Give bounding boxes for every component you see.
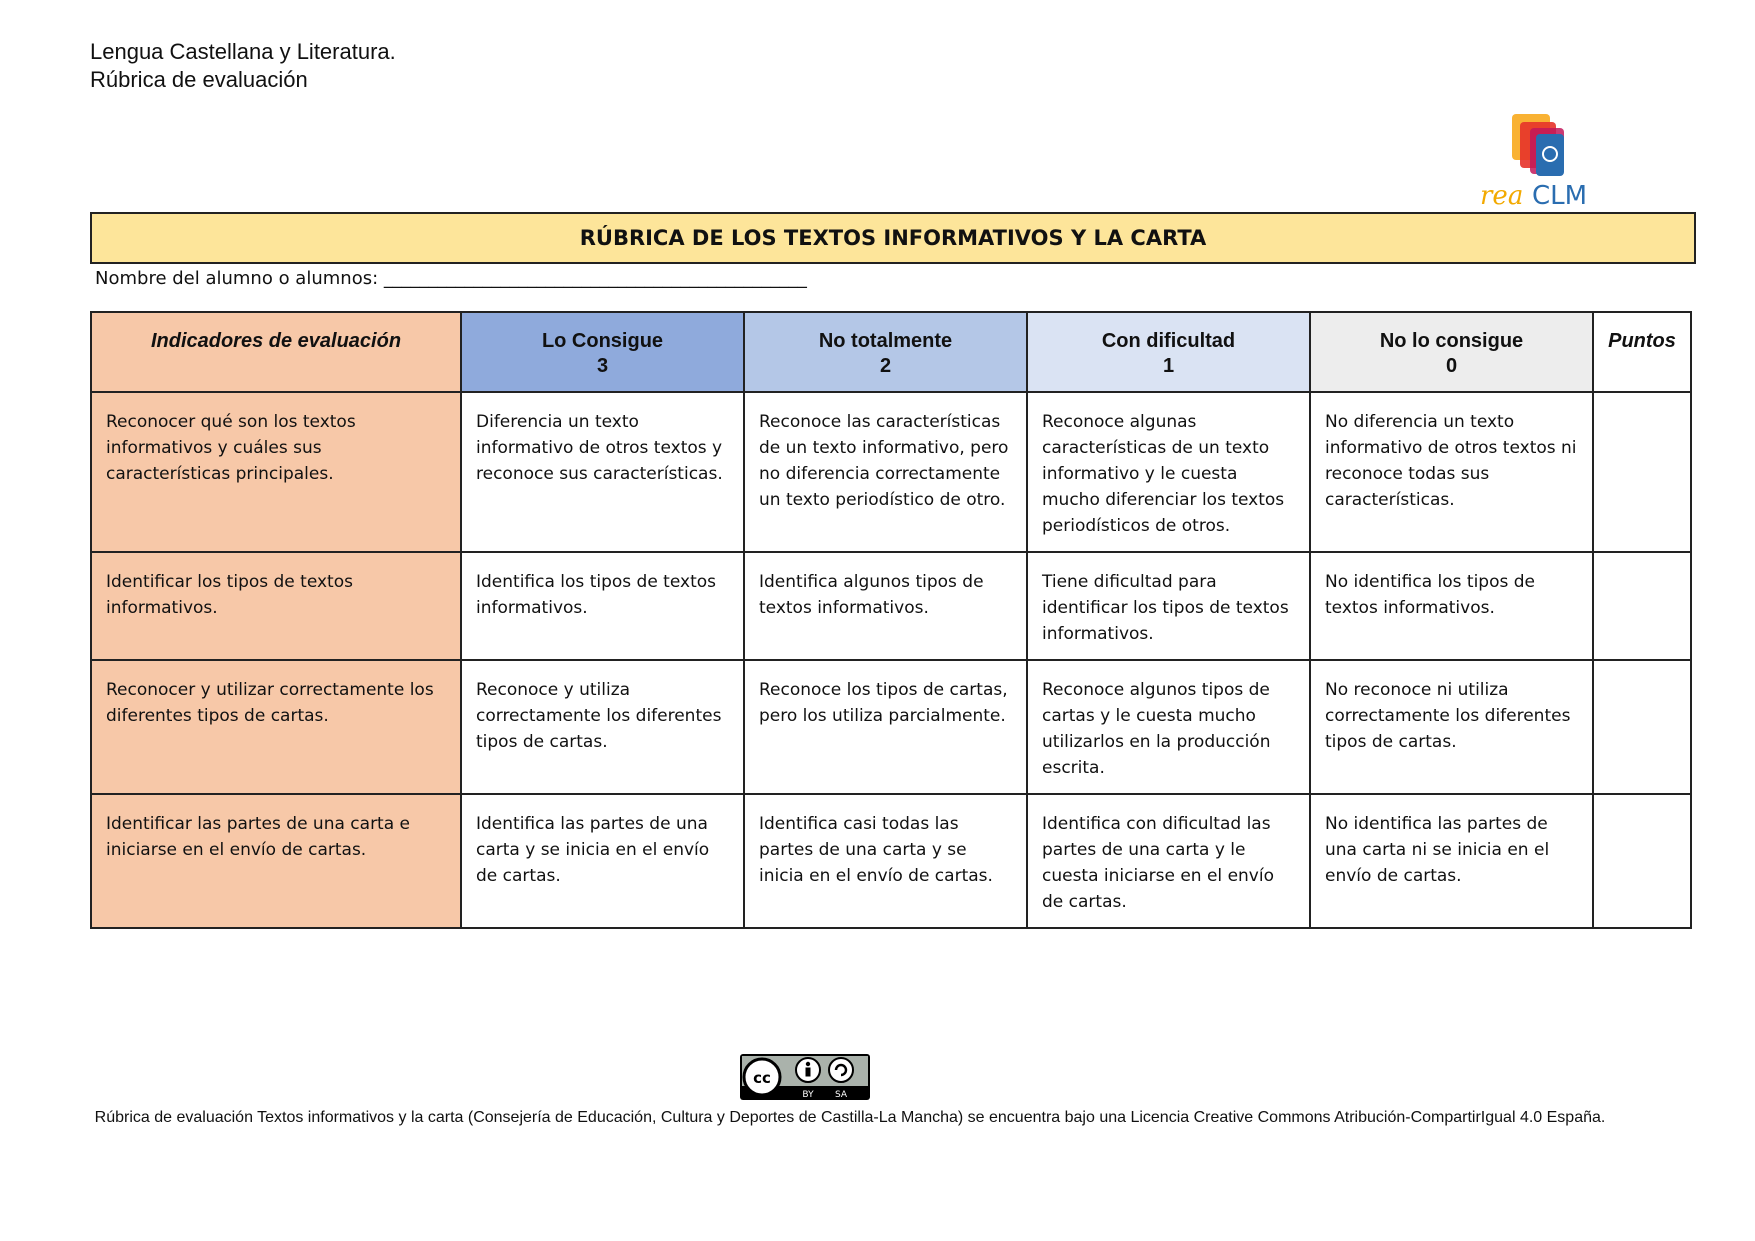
indicator-cell: Identificar los tipos de textos informativos. <box>91 552 461 660</box>
logo-text-rea: rea <box>1480 181 1524 211</box>
subject-title: Lengua Castellana y Literatura. <box>90 39 396 64</box>
points-cell[interactable] <box>1593 552 1691 660</box>
level-1-cell: Reconoce algunas características de un texto informativo y le cuesta mucho diferenciar los textos periodísticos de otros. <box>1027 392 1310 552</box>
header-puntos: Puntos <box>1593 312 1691 392</box>
points-cell[interactable] <box>1593 392 1691 552</box>
indicator-cell: Reconocer y utilizar correctamente los diferentes tipos de cartas. <box>91 660 461 794</box>
level-0-cell: No identifica las partes de una carta ni se inicia en el envío de cartas. <box>1310 794 1593 928</box>
table-row <box>91 552 1691 660</box>
header-con-dificultad: Con dificultad 1 <box>1027 312 1310 392</box>
table-row <box>91 392 1691 552</box>
table-row <box>91 660 1691 794</box>
document-subtitle: Rúbrica de evaluación <box>90 67 308 92</box>
by-label: BY <box>802 1090 814 1100</box>
level-1-cell: Tiene dificultad para identificar los tipos de textos informativos. <box>1027 552 1310 660</box>
license-footer: Rúbrica de evaluación Textos informativos y la carta (Consejería de Educación, Cultura y Deportes de Castilla-La Mancha) se encuentra bajo una Licencia Creative Commons Atribución-CompartirIgual 4.0 España. <box>94 1109 1606 1126</box>
level-2-cell: Identifica algunos tipos de textos informativos. <box>744 552 1027 660</box>
level-3-cell: Identifica las partes de una carta y se inicia en el envío de cartas. <box>461 794 744 928</box>
level-0-cell: No reconoce ni utiliza correctamente los diferentes tipos de cartas. <box>1310 660 1593 794</box>
points-cell[interactable] <box>1593 794 1691 928</box>
sa-label: SA <box>834 1090 848 1100</box>
header-no-totalmente: No totalmente 2 <box>744 312 1027 392</box>
rubric-title: RÚBRICA DE LOS TEXTOS INFORMATIVOS Y LA CARTA <box>90 212 1696 264</box>
level-2-cell: Reconoce las características de un texto informativo, pero no diferencia correctamente un texto periodístico de otro. <box>744 392 1027 552</box>
reaclm-logo <box>1470 112 1620 212</box>
cc-icon: cc <box>753 1069 771 1087</box>
level-2-cell: Reconoce los tipos de cartas, pero los utiliza parcialmente. <box>744 660 1027 794</box>
level-2-cell: Identifica casi todas las partes de una carta y se inicia en el envío de cartas. <box>744 794 1027 928</box>
level-1-cell: Identifica con dificultad las partes de una carta y le cuesta iniciarse en el envío de cartas. <box>1027 794 1310 928</box>
indicator-cell: Identificar las partes de una carta e iniciarse en el envío de cartas. <box>91 794 461 928</box>
level-0-cell: No diferencia un texto informativo de otros textos ni reconoce todas sus características. <box>1310 392 1593 552</box>
header-indicators: Indicadores de evaluación <box>91 312 461 392</box>
logo-text-clm: CLM <box>1532 181 1588 211</box>
level-3-cell: Reconoce y utiliza correctamente los diferentes tipos de cartas. <box>461 660 744 794</box>
table-header-row <box>91 312 1691 392</box>
document-header <box>90 38 396 94</box>
rubric-table <box>90 311 1692 929</box>
level-3-cell: Identifica los tipos de textos informativos. <box>461 552 744 660</box>
level-3-cell: Diferencia un texto informativo de otros textos y reconoce sus características. <box>461 392 744 552</box>
level-1-cell: Reconoce algunos tipos de cartas y le cuesta mucho utilizarlos en la producción escrita. <box>1027 660 1310 794</box>
cc-by-sa-badge <box>740 1054 870 1100</box>
table-row <box>91 794 1691 928</box>
header-lo-consigue: Lo Consigue 3 <box>461 312 744 392</box>
level-0-cell: No identifica los tipos de textos informativos. <box>1310 552 1593 660</box>
header-no-lo-consigue: No lo consigue 0 <box>1310 312 1593 392</box>
points-cell[interactable] <box>1593 660 1691 794</box>
student-name-line: Nombre del alumno o alumnos: _______________________________________________ <box>95 268 807 289</box>
indicator-cell: Reconocer qué son los textos informativos y cuáles sus características principales. <box>91 392 461 552</box>
